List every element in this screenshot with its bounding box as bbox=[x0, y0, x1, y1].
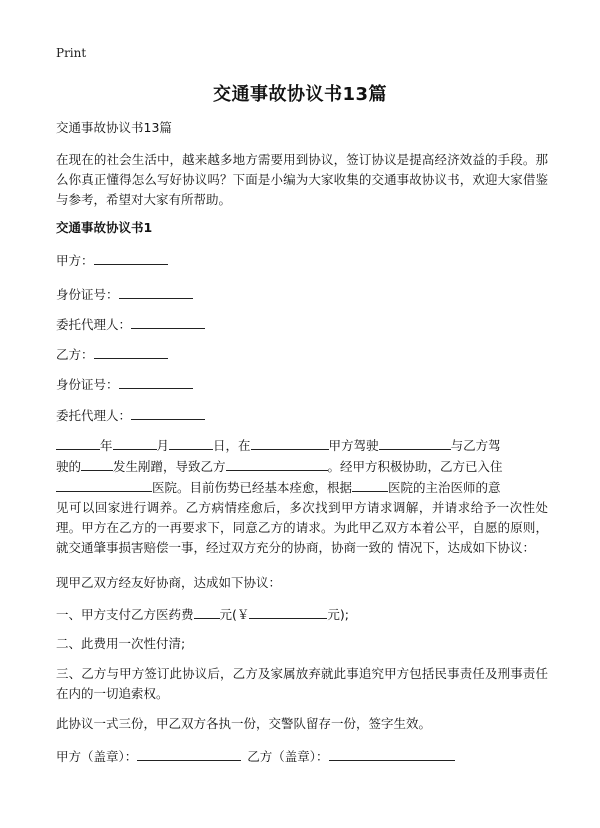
line3-a-label: 医院。目前伤势已经基本痊愈，根据 bbox=[152, 480, 353, 495]
vehicle-a-blank[interactable] bbox=[379, 435, 451, 450]
month-label: 月 bbox=[156, 438, 170, 453]
vehicle-b-blank[interactable] bbox=[81, 456, 113, 471]
party-b-label: 乙方： bbox=[56, 347, 94, 362]
print-label[interactable]: Print bbox=[56, 46, 87, 60]
accident-line-3 bbox=[56, 477, 548, 498]
party-a-blank[interactable] bbox=[94, 250, 168, 265]
hospital-blank[interactable] bbox=[56, 477, 152, 492]
id-a-label: 身份证号： bbox=[56, 287, 119, 302]
signature-row bbox=[56, 746, 455, 767]
accident-rest-text: 见可以回家进行调养。乙方病情痊愈后，多次找到甲方请求调解，并请求给予一次性处理。甲方在乙方的一再要求下，同意乙方的请求。为此甲乙双方本着公平，自愿的原则，就交通肇事损害赔偿一事，经过双方充分的协商，协商一致的 情况下，达成如下协议： bbox=[56, 500, 548, 555]
agreement-copies: 此协议一式三份，甲乙双方各执一份，交警队留存一份，签字生效。 bbox=[56, 716, 432, 731]
id-b-row bbox=[56, 374, 193, 395]
agreement-item-2: 二、此费用一次性付清; bbox=[56, 636, 186, 651]
party-b-row bbox=[56, 344, 168, 365]
agent-a-blank[interactable] bbox=[131, 314, 205, 329]
driver-a-label: 甲方驾驶 bbox=[328, 438, 379, 453]
id-b-blank[interactable] bbox=[119, 374, 193, 389]
intro-paragraph: 在现在的社会生活中，越来越多地方需要用到协议，签订协议是提高经济效益的手段。那么你真正懂得怎么写好协议吗？下面是小编为大家收集的交通事故协议书，欢迎大家借鉴与参考，希望对大家有所帮助。 bbox=[56, 152, 548, 207]
seal-b-blank[interactable] bbox=[329, 746, 455, 761]
agent-a-row bbox=[56, 314, 205, 335]
agent-a-label: 委托代理人： bbox=[56, 317, 132, 332]
medical-fee-amount-blank[interactable] bbox=[249, 604, 327, 619]
agreement-lead: 现甲乙双方经友好协商，达成如下协议： bbox=[56, 575, 282, 590]
agent-b-blank[interactable] bbox=[131, 405, 205, 420]
accident-line-2 bbox=[56, 456, 548, 477]
month-blank[interactable] bbox=[113, 435, 157, 450]
section-heading: 交通事故协议书1 bbox=[56, 220, 153, 235]
line3-b-label: 医院的主治医师的意 bbox=[388, 480, 501, 495]
item1-a-label: 一、甲方支付乙方医药费 bbox=[56, 607, 194, 622]
item1-c-label: 元); bbox=[327, 607, 349, 622]
agreement-item-3: 三、乙方与甲方签订此协议后，乙方及家属放弃就此事追究甲方包括民事责任及刑事责任在内的一切追索权。 bbox=[56, 666, 548, 701]
location-blank[interactable] bbox=[251, 435, 329, 450]
line2-c-label: 。经甲方积极协助，乙方已入住 bbox=[327, 459, 503, 474]
accident-line-1 bbox=[56, 435, 548, 456]
document-subtitle: 交通事故协议书13篇 bbox=[56, 120, 172, 135]
seal-a-blank[interactable] bbox=[137, 746, 241, 761]
year-label: 年 bbox=[100, 438, 113, 453]
medical-fee-blank[interactable] bbox=[194, 604, 220, 619]
party-a-label: 甲方： bbox=[56, 253, 94, 268]
id-a-row bbox=[56, 284, 193, 305]
item1-b-label: 元(￥ bbox=[219, 607, 250, 622]
injury-blank[interactable] bbox=[226, 456, 328, 471]
agreement-item-1 bbox=[56, 604, 349, 625]
party-a-row bbox=[56, 250, 168, 271]
hospital2-blank[interactable] bbox=[352, 477, 388, 492]
party-b-blank[interactable] bbox=[94, 344, 168, 359]
id-a-blank[interactable] bbox=[119, 284, 193, 299]
agent-b-row bbox=[56, 405, 205, 426]
seal-a-label: 甲方（盖章）： bbox=[56, 749, 138, 764]
line2-a-label: 驶的 bbox=[56, 459, 82, 474]
day-label: 日，在 bbox=[213, 438, 251, 453]
id-b-label: 身份证号： bbox=[56, 377, 119, 392]
agent-b-label: 委托代理人： bbox=[56, 408, 132, 423]
year-blank[interactable] bbox=[56, 435, 100, 450]
with-b-label: 与乙方驾 bbox=[450, 438, 501, 453]
accident-paragraph bbox=[56, 435, 548, 558]
day-blank[interactable] bbox=[169, 435, 213, 450]
document-title: 交通事故协议书13篇 bbox=[212, 84, 388, 105]
line2-b-label: 发生剐蹭，导致乙方 bbox=[113, 459, 226, 474]
seal-b-label: 乙方（盖章）： bbox=[247, 749, 329, 764]
